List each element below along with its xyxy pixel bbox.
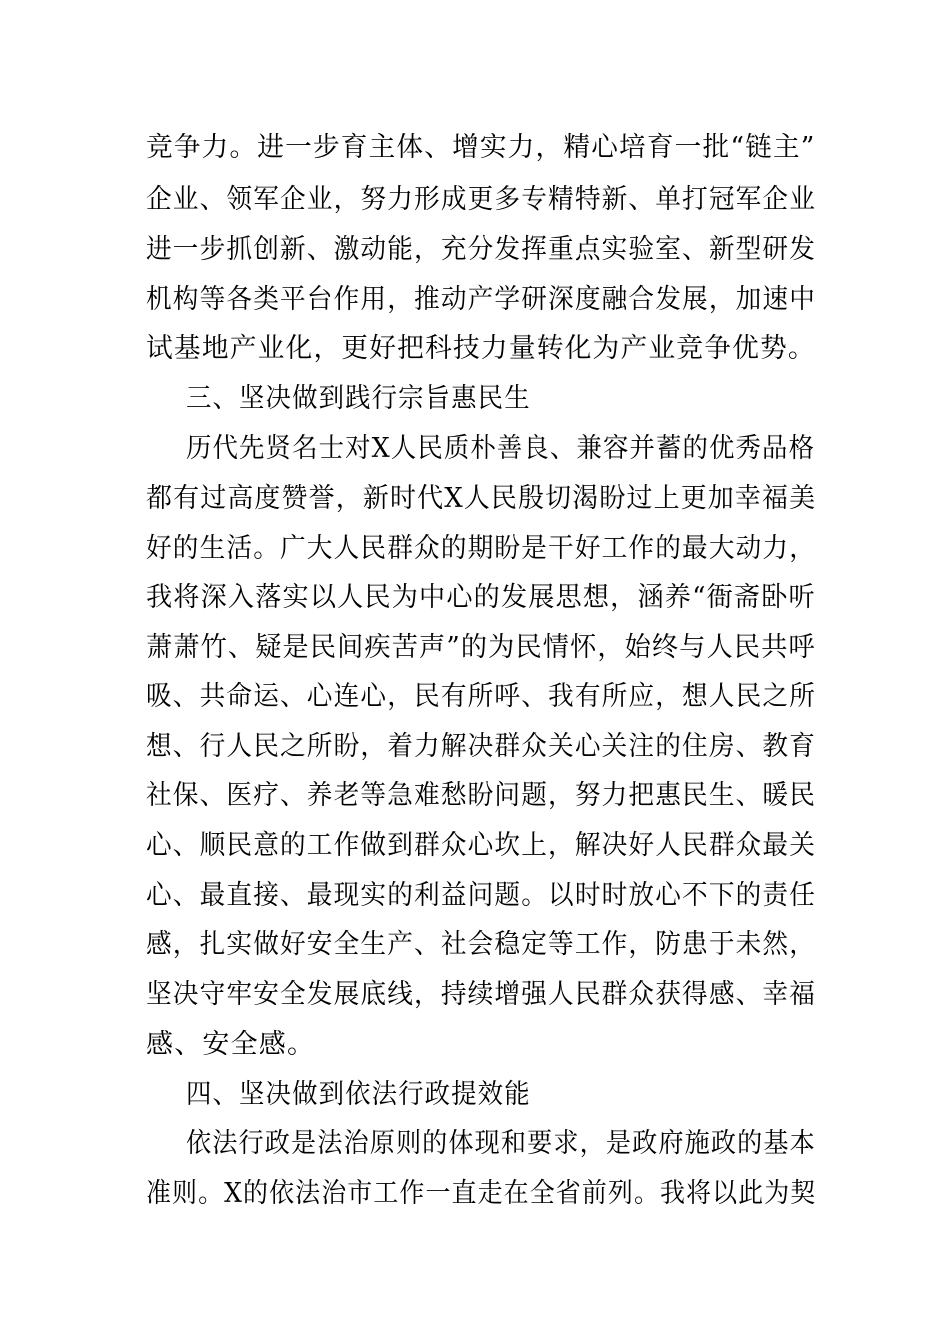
paragraph-line: 吸、共命运、心连心，民有所呼、我有所应，想人民之所 xyxy=(146,681,817,712)
section-heading: 四、坚决做到依法行政提效能 xyxy=(186,1079,531,1110)
paragraph-line: 感、安全感。 xyxy=(146,1029,316,1060)
paragraph-line: 社保、医疗、养老等急难愁盼问题，努力把惠民生、暖民 xyxy=(146,780,817,811)
paragraph-line: 试基地产业化，更好把科技力量转化为产业竞争优势。 xyxy=(146,333,816,364)
paragraph-line: 坚决守牢安全发展底线，持续增强人民群众获得感、幸福 xyxy=(146,979,817,1010)
paragraph-line: 历代先贤名士对X人民质朴善良、兼容并蓄的优秀品格 xyxy=(186,433,816,464)
paragraph-line: 进一步抓创新、激动能，充分发挥重点实验室、新型研发 xyxy=(146,234,817,265)
paragraph-line: 依法行政是法治原则的体现和要求，是政府施政的基本 xyxy=(186,1128,816,1159)
paragraph-line: 我将深入落实以人民为中心的发展思想，涵养“衙斋卧听 xyxy=(146,582,816,613)
paragraph-line: 都有过高度赞誉，新时代X人民殷切渴盼过上更加幸福美 xyxy=(146,483,817,514)
paragraph-line: 竞争力。进一步育主体、增实力，精心培育一批“链主” xyxy=(146,132,816,163)
section-heading: 三、坚决做到践行宗旨惠民生 xyxy=(186,383,531,414)
paragraph-line: 感，扎实做好安全生产、社会稳定等工作，防患于未然， xyxy=(146,929,817,960)
paragraph-line: 心、顺民意的工作做到群众心坎上，解决好人民群众最关 xyxy=(146,830,817,861)
paragraph-line: 心、最直接、最现实的利益问题。以时时放心不下的责任 xyxy=(146,880,817,911)
paragraph-line: 企业、领军企业，努力形成更多专精特新、单打冠军企业 xyxy=(146,184,817,215)
paragraph-line: 萧萧竹、疑是民间疾苦声”的为民情怀，始终与人民共呼 xyxy=(146,632,816,663)
paragraph-line: 想、行人民之所盼，着力解决群众关心关注的住房、教育 xyxy=(146,731,817,762)
paragraph-line: 机构等各类平台作用，推动产学研深度融合发展，加速中 xyxy=(146,284,817,315)
paragraph-line: 好的生活。广大人民群众的期盼是干好工作的最大动力， xyxy=(146,533,817,564)
paragraph-line: 准则。X的依法治市工作一直走在全省前列。我将以此为契 xyxy=(146,1178,817,1209)
